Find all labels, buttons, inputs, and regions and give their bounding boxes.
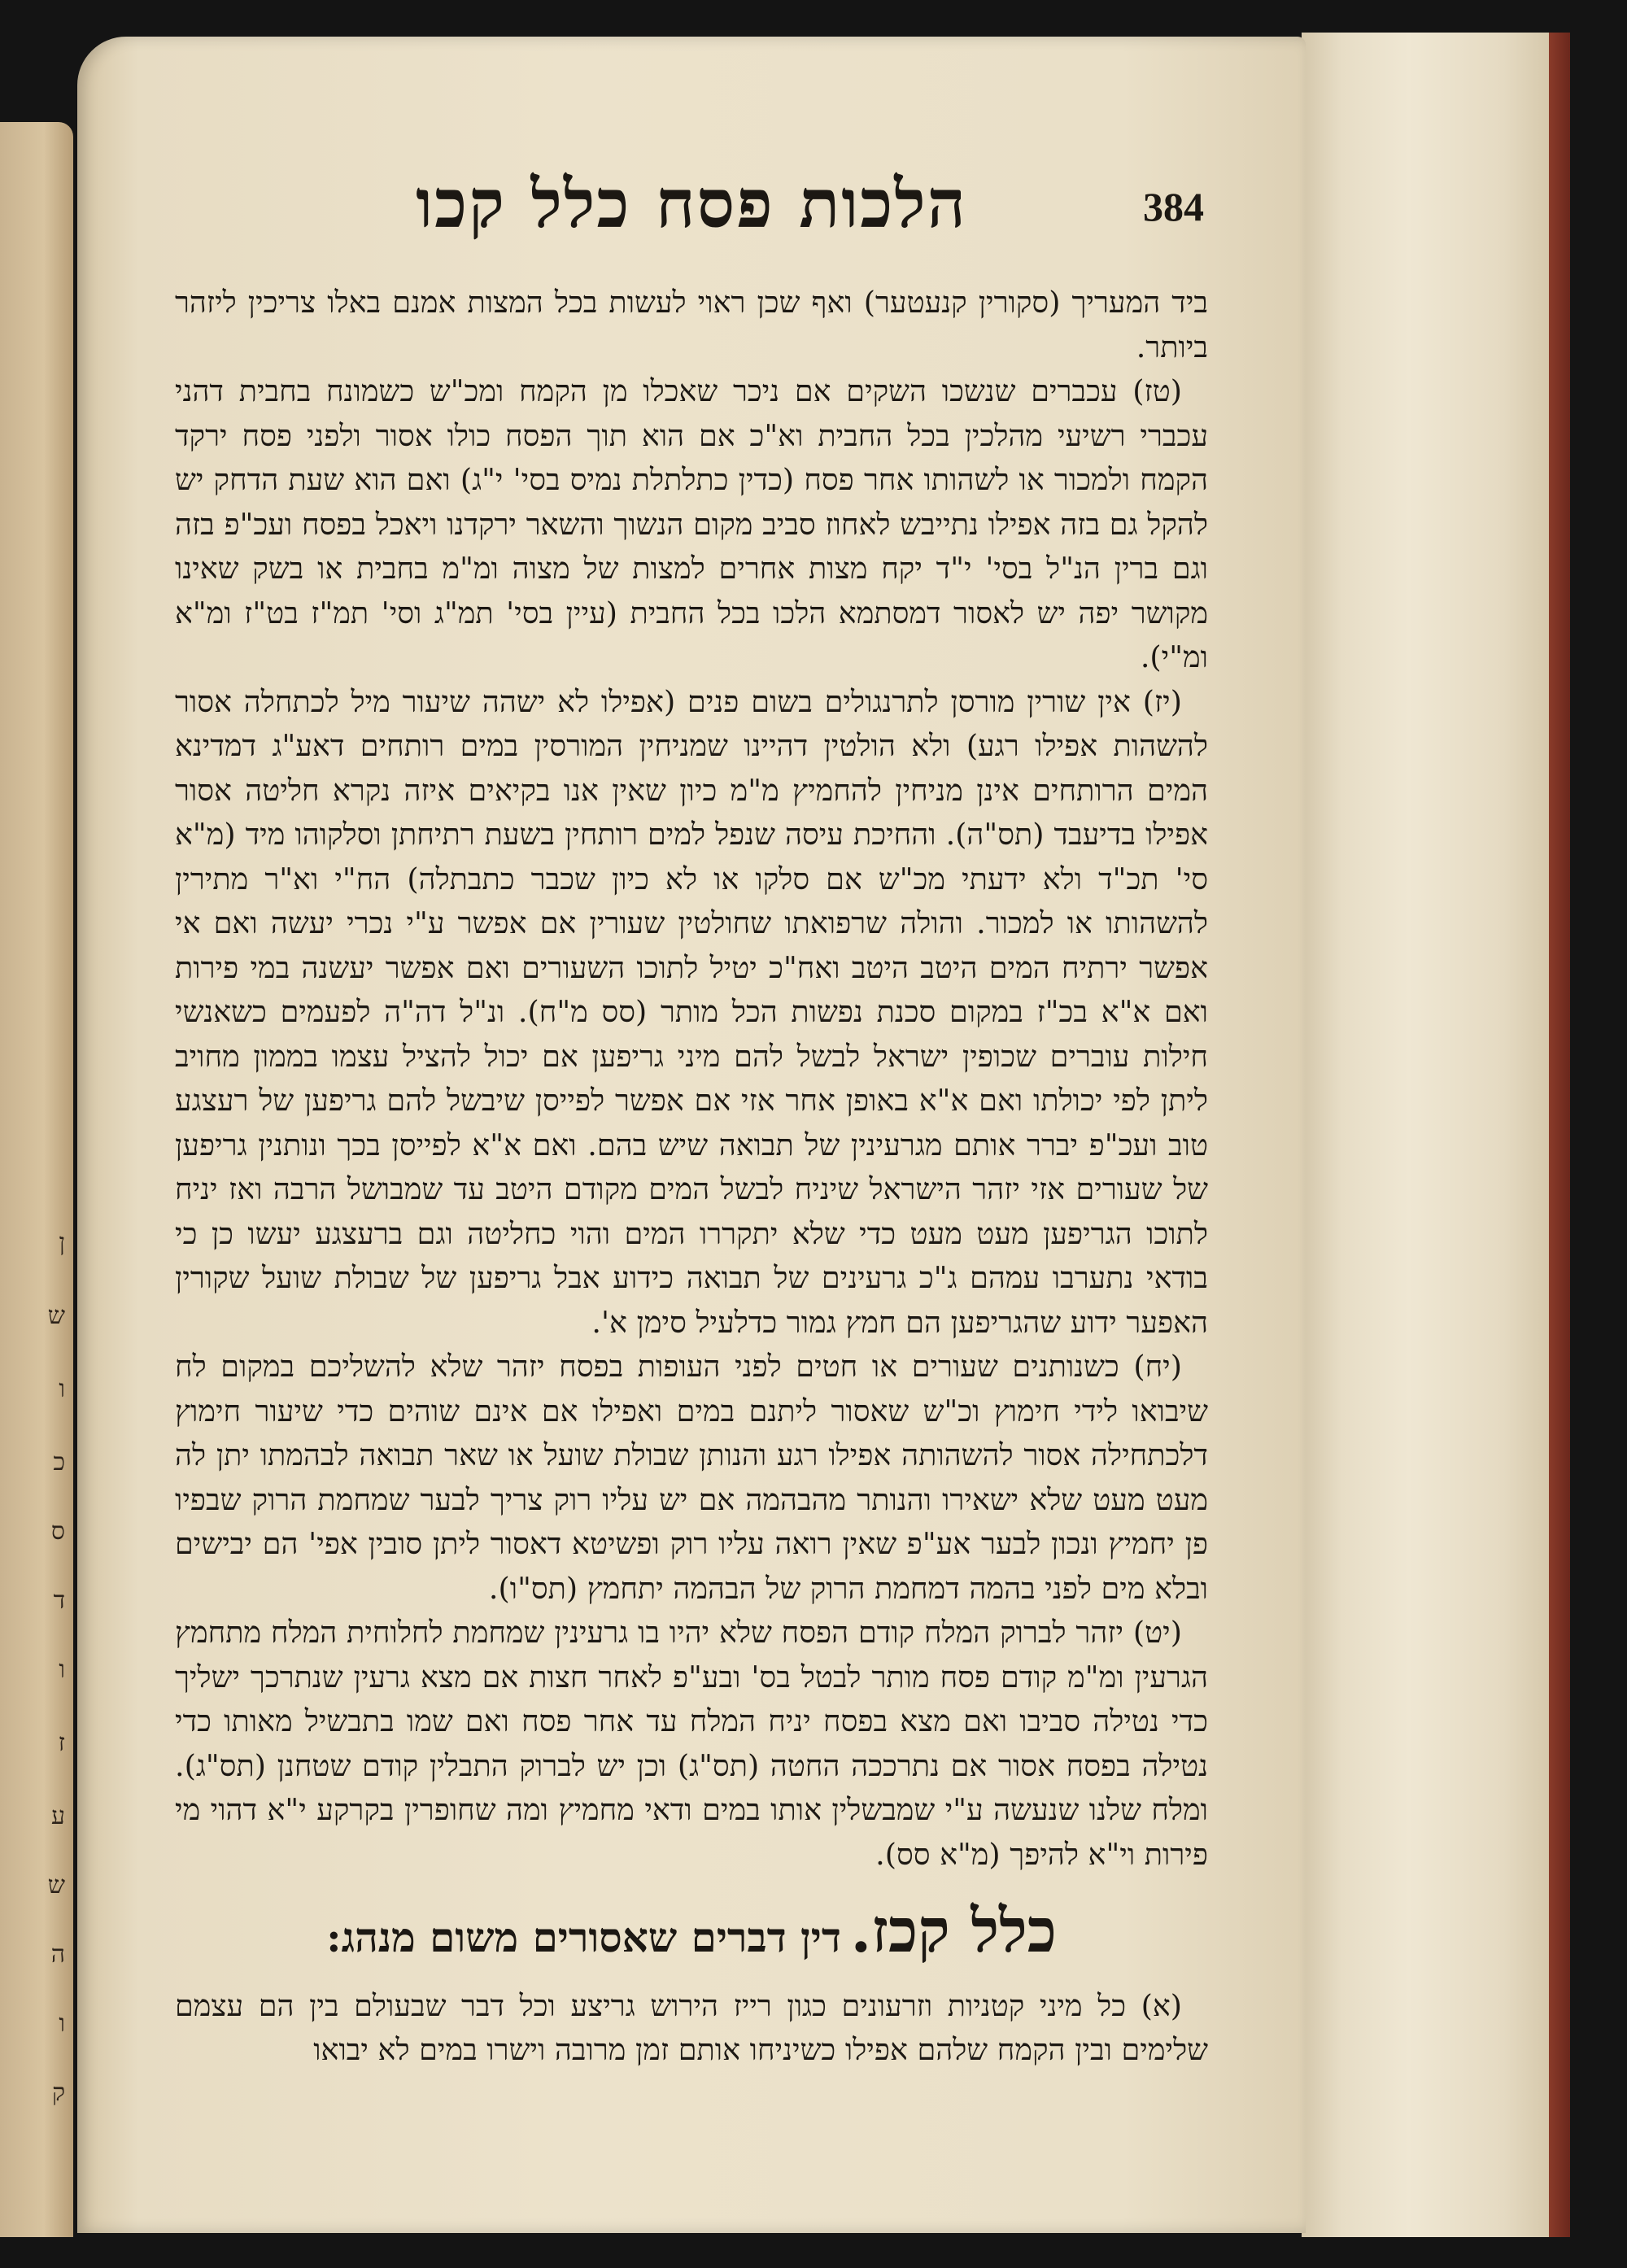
paragraph-18: (יח) כשנותנים שעורים או חטים לפני העופות בפסח יזהר שלא להשליכם במקום לח שיבואו לידי חימוץ וכ"ש שאסור ליתנם במים ואפילו אם אינם שוהים כדי שיעור חימוץ דלכתחילה אסור להשהותה אפילו רגע והנותן שבולת שועל או שאר תבואה לבהמתו יתן לה מעט מעט שלא ישאירו והנותר מהבהמה אם יש עליו רוק צריך לבער שמחמת הרוק שבפיו פן יחמיץ ונכון לבער אע"פ שאין רואה עליו רוק ופשיטא דאסור ליתן סובין אפי' הם יבישים ובלא מים לפני בהמה דמחמת הרוק של הבהמה יתחמץ (תס"ו). <box>175 1349 1208 1606</box>
left-page-fragment: ד <box>53 1586 65 1615</box>
left-page-fragment: ש <box>47 1871 65 1899</box>
section-heading-rest: דין דברים שאסורים משום מנהג: <box>326 1913 841 1961</box>
left-page-fragment: כ <box>53 1448 65 1476</box>
left-page-fragment: ו <box>59 1375 65 1403</box>
left-page-fragment: ע <box>51 1802 65 1830</box>
left-page-fragment: ס <box>50 1517 65 1546</box>
left-page-fragment: ז <box>58 1729 65 1757</box>
section-paragraph-1: (א) כל מיני קטניות וזרעונים כגון רייז הירוש גריצע וכל דבר שבעולם בין הם עצמם שלימים ובין הקמח שלהם אפילו כשיניחו אותם זמן מרובה וישרו במים לא יבואו <box>175 1987 1208 2067</box>
page-block-edge <box>1302 33 1570 2237</box>
section-heading <box>175 1896 1208 1966</box>
page-number: 384 <box>1143 184 1204 229</box>
page-header <box>77 150 1306 281</box>
page-title: הלכות פסח כלל קכו <box>416 165 967 243</box>
left-page-fragment: ש <box>47 1302 65 1330</box>
paragraph-16: (טז) עכברים שנשכו השקים אם ניכר שאכלו מן הקמח ומכ"ש כשמונח בחבית דהני עכברי רשיעי מהלכין בכל החבית וא"כ אם הוא תוך הפסח כולו אסור ולפני פסח ירקד הקמח ולמכור או לשהותו אחר פסח (כדין כתלתלת נמיס בסי' י"ג) ואם הוא שעת הדחק יש להקל גם בזה אפילו נתייבש לאחוז סביב מקום הנשוך והשאר ירקדנו ויאכל בפסח ועכ"פ בזה וגם ברין הנ"ל בסי' י"ד יקח מצות אחרים למצות של מצוה ומ"מ בחבית או בשק שאינו מקושר יפה יש לאסור דמסתמא הלכו בכל החבית (עיין בסי' תמ"ג וסי' תמ"ז בט"ז ומ"א ומ"י). <box>175 373 1208 674</box>
left-page-fragment: ו <box>59 2009 65 2038</box>
left-page-fragment: ו <box>59 1655 65 1684</box>
previous-page-edge <box>0 122 73 2237</box>
left-page-fragment: ן <box>59 1228 65 1257</box>
book-page <box>77 37 1306 2233</box>
paragraph-17: (יז) אין שורין מורסן לתרנגולים בשום פנים (אפילו לא ישהה שיעור מיל לכתחלה אסור להשהות אפילו רגע) ולא הולטין דהיינו שמניחין המורסין במים רותחים דאע"ג דמדינא המים הרותחים אינן מניחין להחמיץ מ"מ כיון שאין אנו בקיאים איזה נקרא חליטה אסור אפילו בדיעבד (תס"ה). והחיכת עיסה שנפל למים רותחין בשעת רתיחתן וסלקוהו מיד (מ"א סי' תכ"ד ולא ידעתי מכ"ש אם סלקו או לא כיון שכבר כתבתלה) הח"י וא"ר מתירין להשהותו או למכור. והולה שרפואתו שחולטין שעורין אם אפשר ע"י נכרי יעשה ואם אי אפשר ירתיח המים היטב היטב ואח"כ יטיל לתוכו השעורים ואם אפשר יעשנה במי פירות ואם א"א בכ"ז במקום סכנת נפשות הכל מותר (סס מ"ח). ונ"ל דה"ה לפעמים כשאנשי חילות עוברים שכופין ישראל לבשל להם מיני גריפען אם יכול להציל עצמו בממון מחויב ליתן לפי יכולתו ואם א"א באופן אחר אזי אם אפשר לפייסן שיבשל להם גריפען של רעצגע טוב ועכ"פ יברר אותם מגרעינין של תבואה שיש בהם. ואם א"א לפייסן בכך ונותנין גריפען של שעורים אזי יזהר הישראל שיניח לבשל המים מקודם היטב עד שמבושל הרבה ואז יניח לתוכו הגריפען מעט מעט כדי שלא יתקררו המים והוי כחליטה וגם ברעצגע יעשו כן כי בודאי נתערבו עמהם ג"כ גרעינים של תבואה כידוע אבל גריפען של שבולת שועל שקורין האפער ידוע שהגריפען הם חמץ גמור כדלעיל סימן א'. <box>175 683 1208 1340</box>
left-page-fragment: ק <box>51 2078 65 2107</box>
paragraph-19: (יט) יזהר לברוק המלח קודם הפסח שלא יהיו בו גרעינין שמחמת לחלוחית המלח מתחמץ הגרעין ומ"מ קודם פסח מותר לבטל בס' ובע"פ לאחר חצות אם מצא גרעין שנתרכך ישליך כדי נטילה סביבו ואם מצא בפסח יניח המלח עד אחר פסח ואם שמו בתבשיל מאותו כדי נטילה בפסח אסור אם נתרככה החטה (תס"ג) וכן יש לברוק התבלין קודם שטחנן (תס"ג). ומלח שלנו שנעשה ע"י שמבשלין אותו במים ודאי מחמיץ ומה שחופרין בקרקע י"א דהוי מי פירות וי"א להיפך (מ"א סס). <box>175 1615 1208 1872</box>
left-page-fragment: ה <box>50 1940 65 1969</box>
book-spine <box>1549 33 1570 2237</box>
page-body <box>175 281 1208 2073</box>
paragraph-continuation: ביד המעריך (סקורין קנעטער) ואף שכן ראוי לעשות בכל המצות אמנם באלו צריכין ליזהר ביותר. <box>175 285 1208 364</box>
section-heading-main: כלל קכז. <box>850 1896 1057 1966</box>
